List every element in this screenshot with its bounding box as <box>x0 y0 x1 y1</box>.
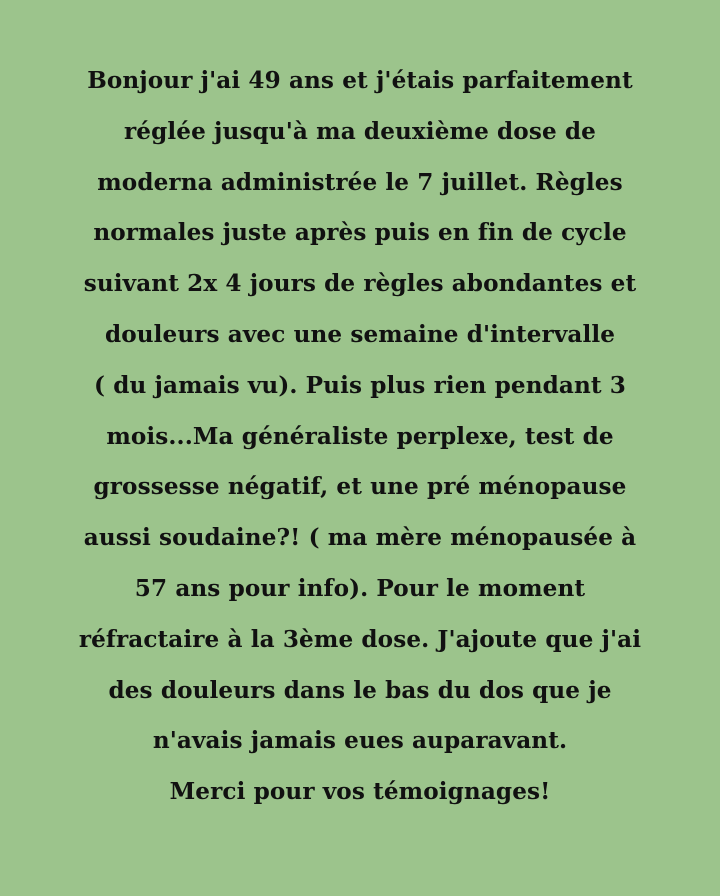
text-line: Merci pour vos témoignages! <box>169 778 551 806</box>
text-line: Bonjour j'ai 49 ans et j'étais parfaitement <box>87 67 633 94</box>
text-line: douleurs avec une semaine d'intervalle <box>104 320 616 348</box>
text-line: grossesse négatif, et une pré ménopause <box>93 473 627 501</box>
text-line: 57 ans pour info). Pour le moment <box>134 574 586 602</box>
text-line: n'avais jamais eues auparavant. <box>152 727 568 755</box>
testimonial-text <box>0 56 720 818</box>
text-line: réglée jusqu'à ma deuxième dose de <box>124 117 596 145</box>
text-line: mois...Ma généraliste perplexe, test de <box>106 422 614 450</box>
text-line: aussi soudaine?! ( ma mère ménopausée à <box>83 524 637 552</box>
text-line: réfractaire à la 3ème dose. J'ajoute que j'ai <box>78 625 642 653</box>
text-line: normales juste après puis en fin de cycle <box>93 219 627 247</box>
text-line: moderna administrée le 7 juillet. Règles <box>97 168 623 196</box>
text-line: ( du jamais vu). Puis plus rien pendant 3 <box>94 371 626 399</box>
text-line: des douleurs dans le bas du dos que je <box>108 676 612 704</box>
text-line: suivant 2x 4 jours de règles abondantes et <box>83 270 637 298</box>
